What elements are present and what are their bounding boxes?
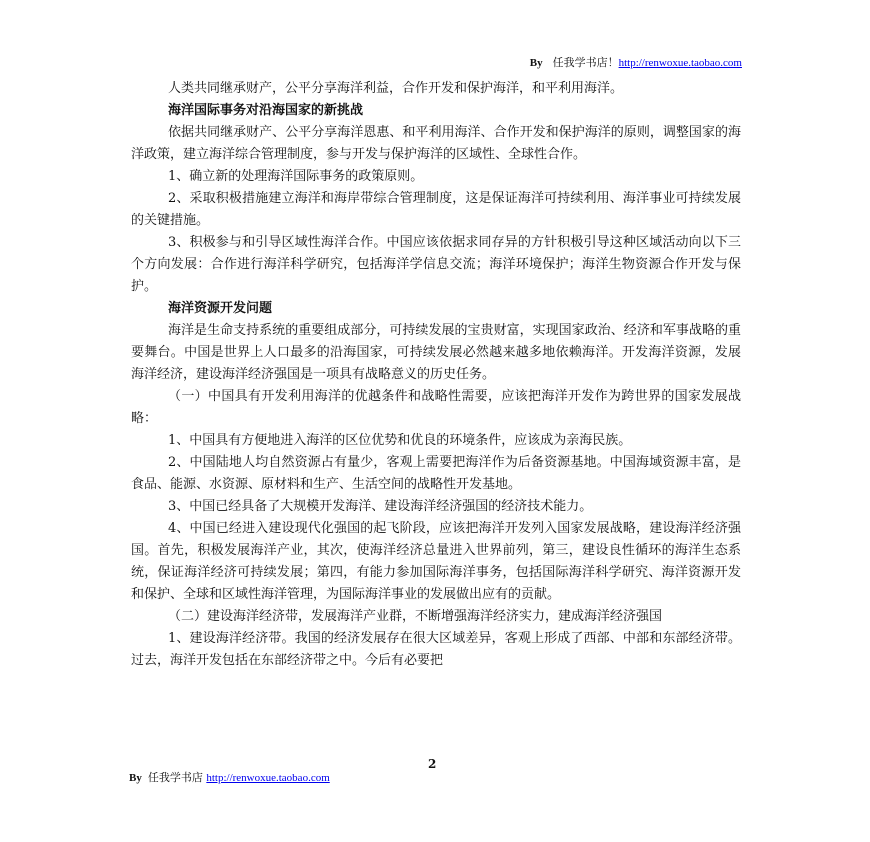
header-by: By bbox=[529, 57, 543, 69]
paragraph: 4、中国已经进入建设现代化强国的起飞阶段，应该把海洋开发列入国家发展战略，建设海洋经济强国。首先，积极发展海洋产业，其次，使海洋经济总量进入世界前列，第三，建设良性循环的海洋生态系统，保证海洋经济可持续发展；第四，有能力参加国际海洋事务，包括国际海洋科学研究、海洋资源开发和保护、全球和区域性海洋管理，为国际海洋事业的发展做出应有的贡献。 bbox=[131, 521, 741, 602]
footer-by: By bbox=[129, 772, 142, 784]
page-number: 2 bbox=[428, 757, 437, 771]
paragraph: 2、采取积极措施建立海洋和海岸带综合管理制度，这是保证海洋可持续利用、海洋事业可持续发展的关键措施。 bbox=[131, 191, 741, 228]
section-heading: 海洋国际事务对沿海国家的新挑战 bbox=[168, 103, 364, 118]
section-heading: 海洋资源开发问题 bbox=[168, 301, 273, 316]
paragraph: 3、中国已经具备了大规模开发海洋、建设海洋经济强国的经济技术能力。 bbox=[168, 499, 593, 514]
paragraph: 1、中国具有方便地进入海洋的区位优势和优良的环境条件，应该成为亲海民族。 bbox=[168, 433, 632, 448]
paragraph: 3、积极参与和引导区域性海洋合作。中国应该依据求同存异的方针积极引导这种区域活动向以下三个方向发展：合作进行海洋科学研究，包括海洋学信息交流；海洋环境保护；海洋生物资源合作开发与保护。 bbox=[131, 235, 741, 294]
paragraph: （二）建设海洋经济带，发展海洋产业群，不断增强海洋经济实力，建成海洋经济强国 bbox=[168, 609, 663, 624]
footer-link[interactable]: http://renwoxue.taobao.com bbox=[206, 772, 330, 784]
header-shop-name: 任我学书店！ bbox=[552, 56, 619, 69]
footer-shop-name: 任我学书店 bbox=[147, 771, 203, 784]
page-header bbox=[530, 54, 742, 70]
paragraph: 1、确立新的处理海洋国际事务的政策原则。 bbox=[168, 169, 424, 184]
document-body bbox=[131, 78, 741, 672]
paragraph: 海洋是生命支持系统的重要组成部分，可持续发展的宝贵财富，实现国家政治、经济和军事战略的重要舞台。中国是世界上人口最多的沿海国家，可持续发展必然越来越多地依赖海洋。开发海洋资源，发展海洋经济，建设海洋经济强国是一项具有战略意义的历史任务。 bbox=[131, 323, 741, 382]
paragraph: （一）中国具有开发利用海洋的优越条件和战略性需要，应该把海洋开发作为跨世界的国家发展战略： bbox=[131, 389, 741, 426]
paragraph: 人类共同继承财产，公平分享海洋利益，合作开发和保护海洋，和平利用海洋。 bbox=[168, 81, 624, 96]
header-link[interactable]: http://renwoxue.taobao.com bbox=[618, 57, 742, 69]
paragraph: 1、建设海洋经济带。我国的经济发展存在很大区域差异，客观上形成了西部、中部和东部经济带。过去，海洋开发包括在东部经济带之中。今后有必要把 bbox=[131, 631, 741, 668]
paragraph: 2、中国陆地人均自然资源占有量少，客观上需要把海洋作为后备资源基地。中国海域资源丰富，是食品、能源、水资源、原材料和生产、生活空间的战略性开发基地。 bbox=[131, 455, 741, 492]
page-footer bbox=[129, 769, 330, 785]
paragraph: 依据共同继承财产、公平分享海洋恩惠、和平利用海洋、合作开发和保护海洋的原则，调整国家的海洋政策，建立海洋综合管理制度，参与开发与保护海洋的区域性、全球性合作。 bbox=[131, 125, 741, 162]
